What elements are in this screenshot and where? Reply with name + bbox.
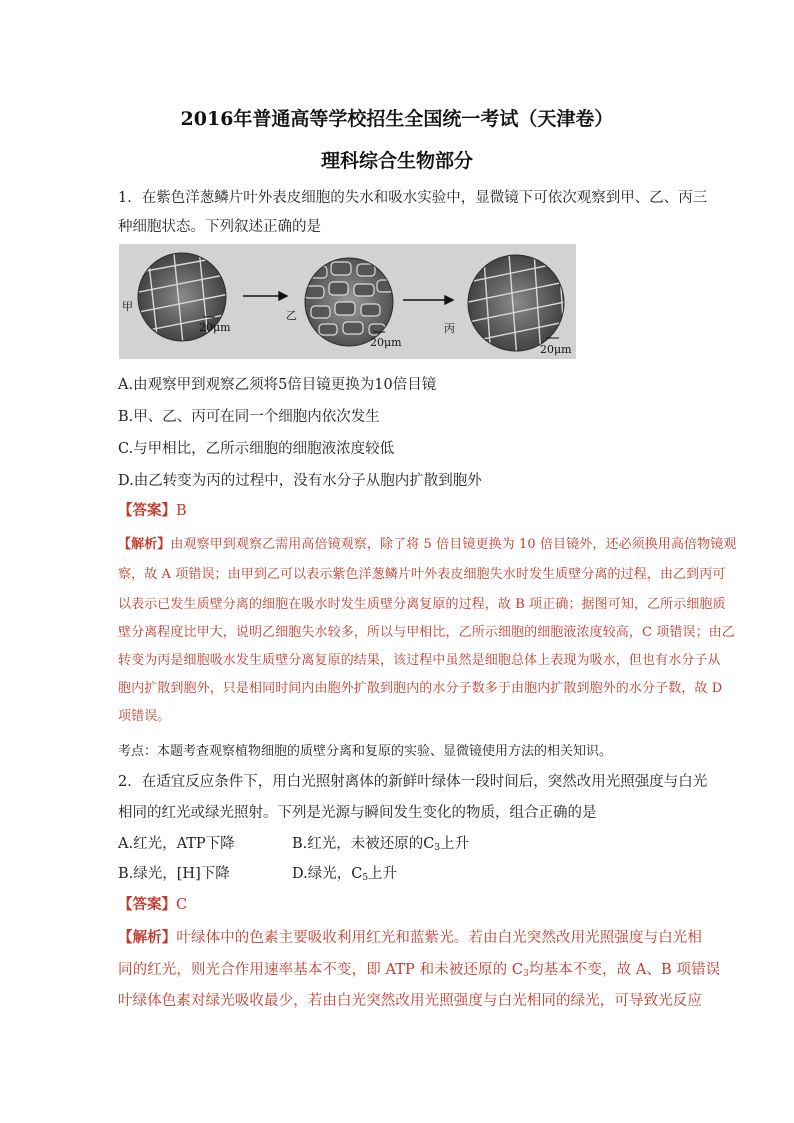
- q1-option-a: A.由观察甲到观察乙须将5倍目镜更换为10倍目镜: [118, 377, 437, 393]
- q2-analysis-text2: 同的红光，则光合作用速率基本不变，即 ATP 和未被还原的 C: [118, 962, 524, 978]
- label-jia: 甲: [122, 300, 133, 313]
- scale-label-jia: 20μm: [199, 321, 231, 334]
- q2-answer-tag: 【答案】: [118, 896, 176, 913]
- arrow-2: [403, 296, 453, 304]
- cell-view-jia: [129, 249, 239, 354]
- q1-option-d: D.由乙转变为丙的过程中，没有水分子从胞内扩散到胞外: [118, 473, 482, 489]
- q2-option-a: A.红光，ATP下降: [118, 836, 235, 852]
- document-subtitle: 理科综合生物部分: [320, 150, 473, 172]
- q2-analysis-tag: 【解析】: [118, 929, 177, 946]
- q1-answer-value: B: [176, 503, 187, 519]
- q2-analysis-line2: [118, 958, 720, 979]
- arrow-1: [243, 292, 287, 300]
- q2-option-d-post: 上升: [368, 866, 398, 882]
- q2-analysis-sub: 3: [523, 969, 529, 979]
- q1-stem-line1: 1．在紫色洋葱鳞片叶外表皮细胞的失水和吸水实验中，显微镜下可依次观察到甲、乙、丙三: [118, 190, 708, 206]
- q2-option-b-sub: 3: [434, 843, 441, 853]
- q2-option-b-post: 上升: [440, 836, 470, 852]
- label-yi: 乙: [286, 309, 297, 322]
- q2-analysis-text2-post: 均基本不变，故 A、B 项错误: [528, 962, 721, 978]
- q2-answer: [118, 893, 187, 914]
- q2-analysis-line1: [118, 926, 702, 947]
- q2-option-d-sub: 5: [362, 873, 369, 883]
- q1-analysis-line4: 壁分离程度比甲大，说明乙细胞失水较多，所以与甲相比，乙所示细胞的细胞液浓度较高，C 项错误；由乙: [118, 625, 735, 640]
- q2-option-b: [292, 832, 469, 853]
- q1-analysis-line5: 转变为丙是细胞吸水发生质壁分离复原的结果，该过程中虽然是细胞总体上表现为吸水，但也有水分子从: [118, 653, 721, 668]
- q1-figure-svg: [119, 244, 576, 359]
- q1-answer: [118, 499, 187, 520]
- q2-option-b-text: B.红光，未被还原的C: [292, 836, 435, 852]
- q1-analysis-line6: 胞内扩散到胞外，只是相同时间内由胞外扩散到胞内的水分子数多于由胞内扩散到胞外的水分子数，故 D: [118, 681, 723, 696]
- q1-microscope-figure: [119, 244, 576, 359]
- q2-answer-value: C: [176, 897, 188, 913]
- label-bing: 丙: [444, 322, 455, 335]
- q2-option-d: [292, 862, 397, 883]
- q1-analysis-line3: 以表示已发生质壁分离的细胞在吸水时发生质壁分离复原的过程，故 B 项正确；据图可知，乙所示细胞质: [118, 597, 726, 612]
- q1-kaodian: 考点：本题考查观察植物细胞的质壁分离和复原的实验、显微镜使用方法的相关知识。: [118, 744, 613, 759]
- scale-label-yi: 20μm: [370, 336, 402, 349]
- scale-label-bing: 20μm: [540, 343, 572, 356]
- q2-option-d-text: D.绿光，C: [292, 866, 363, 882]
- document-title: 2016年普通高等学校招生全国统一考试（天津卷）: [180, 108, 614, 130]
- q1-analysis-line2: 察，故 A 项错误；由甲到乙可以表示紫色洋葱鳞片叶外表皮细胞失水时发生质壁分离的过程，由乙到丙可: [118, 567, 726, 582]
- q1-analysis-text1: 由观察甲到观察乙需用高倍镜观察，除了将 5 倍目镜更换为 10 倍目镜外，还必须换用高倍物镜观: [170, 537, 737, 552]
- q1-stem-line2: 种细胞状态。下列叙述正确的是: [118, 219, 321, 235]
- q1-analysis-line7: 项错误。: [118, 709, 171, 724]
- q2-analysis-line3: 叶绿体色素对绿光吸收最少，若由白光突然改用光照强度与白光相同的绿光，可导致光反应: [118, 993, 702, 1009]
- q1-answer-tag: 【答案】: [118, 502, 176, 519]
- q2-analysis-text1: 叶绿体中的色素主要吸收利用红光和蓝紫光。若由白光突然改用光照强度与白光相: [176, 930, 703, 946]
- q1-option-b: B.甲、乙、丙可在同一个细胞内依次发生: [118, 409, 380, 425]
- q2-stem-line2: 相同的红光或绿光照射。下列是光源与瞬间发生变化的物质，组合正确的是: [118, 805, 597, 821]
- q2-option-c: B.绿光，[H]下降: [118, 866, 230, 882]
- q2-stem-line1: 2．在适宜反应条件下，用白光照射离体的新鲜叶绿体一段时间后，突然改用光照强度与白光: [118, 774, 708, 790]
- q1-analysis-line1: [118, 533, 736, 552]
- cell-view-yi: [304, 258, 393, 346]
- q1-analysis-tag: 【解析】: [118, 537, 171, 552]
- q1-option-c: C.与甲相比，乙所示细胞的细胞液浓度较低: [118, 441, 395, 457]
